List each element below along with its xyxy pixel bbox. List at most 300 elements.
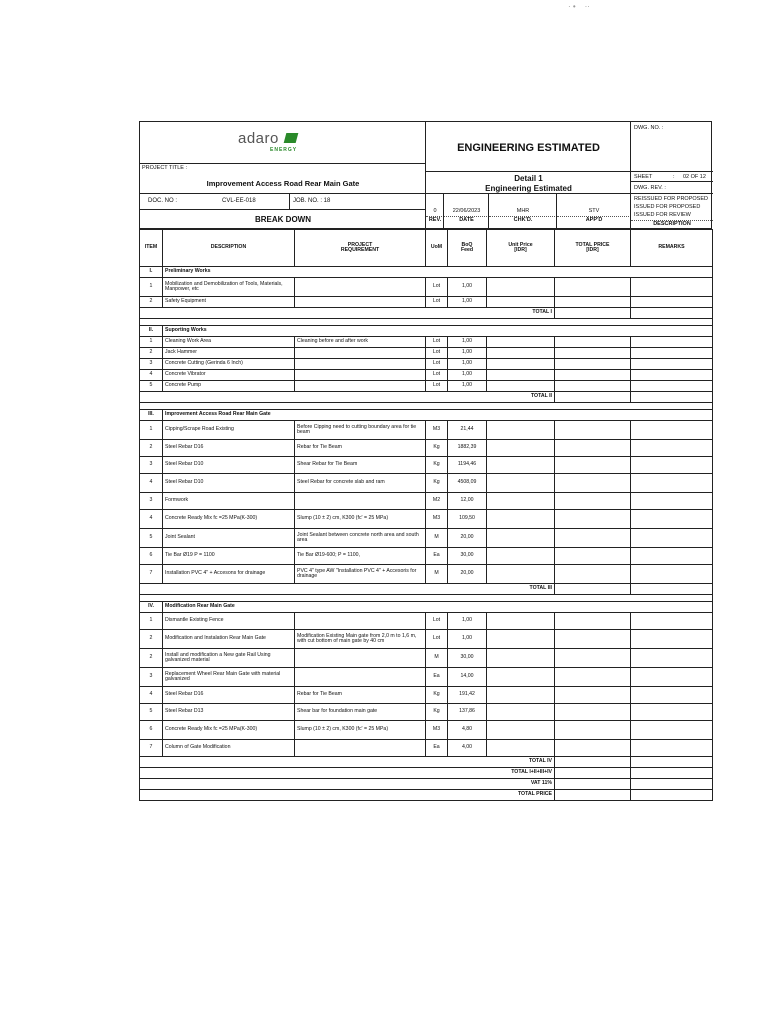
- row-total-price: [555, 381, 631, 392]
- row-total-price: [555, 548, 631, 565]
- row-uom: Lot: [426, 337, 448, 348]
- row-unit-price: [487, 613, 555, 630]
- detail-box: [426, 172, 631, 194]
- col-unit-price: Unit Price [IDR]: [487, 230, 555, 267]
- logo-sub: ENERGY: [270, 147, 298, 153]
- row-requirement: [295, 613, 426, 630]
- row-requirement: Cleaning before and after work: [295, 337, 426, 348]
- document-title: ENGINEERING ESTIMATED: [457, 142, 600, 154]
- row-uom: M3: [426, 510, 448, 529]
- section-header-row: [140, 410, 713, 421]
- table-row: [140, 630, 713, 649]
- date-value: 22/06/2023: [452, 208, 481, 214]
- dwg-no-box: [631, 122, 713, 172]
- row-qty: 30,00: [448, 548, 487, 565]
- row-description: Joint Sealant: [163, 529, 295, 548]
- row-total-price: [555, 529, 631, 548]
- col-remarks: REMARKS: [631, 230, 713, 267]
- row-remarks: [631, 337, 713, 348]
- row-description: Dismantle Existing Fence: [163, 613, 295, 630]
- row-qty: 21,44: [448, 421, 487, 440]
- row-unit-price: [487, 721, 555, 740]
- row-description: Modification and Instalation Rear Main Gate: [163, 630, 295, 649]
- row-total-price: [555, 649, 631, 668]
- section-header-row: [140, 602, 713, 613]
- table-row: [140, 493, 713, 510]
- rev-value: 0: [433, 208, 437, 214]
- section-total-label: TOTAL I: [140, 308, 555, 319]
- appd-label: APP'D: [557, 216, 631, 223]
- summary-row: [140, 790, 713, 801]
- section-total-remarks: [631, 584, 713, 595]
- row-unit-price: [487, 668, 555, 687]
- summary-remarks: [631, 790, 713, 801]
- row-unit-price: [487, 381, 555, 392]
- summary-value: [555, 779, 631, 790]
- row-description: Steel Rebar D16: [163, 687, 295, 704]
- row-qty: 1,00: [448, 278, 487, 297]
- row-item: 2: [140, 348, 163, 359]
- row-description: Tie Bar Ø19 P = 1100: [163, 548, 295, 565]
- row-requirement: [295, 649, 426, 668]
- row-remarks: [631, 493, 713, 510]
- summary-row: [140, 779, 713, 790]
- dwg-rev-box: [631, 182, 713, 194]
- row-unit-price: [487, 348, 555, 359]
- estimate-sheet: [139, 121, 712, 854]
- row-requirement: Slump (10 ± 2) cm, K300 (fc' = 25 MPa): [295, 721, 426, 740]
- col-boq: BoQ Feed: [448, 230, 487, 267]
- row-total-price: [555, 668, 631, 687]
- section-total-value: [555, 757, 631, 768]
- row-requirement: [295, 359, 426, 370]
- row-description: Jack Hammer: [163, 348, 295, 359]
- row-qty: 109,50: [448, 510, 487, 529]
- chkd-cell: [489, 194, 557, 230]
- row-uom: M2: [426, 493, 448, 510]
- row-item: 7: [140, 565, 163, 584]
- rev-note-2: ISSUED FOR PROPOSED: [634, 204, 701, 210]
- row-item: 1: [140, 421, 163, 440]
- row-remarks: [631, 474, 713, 493]
- row-remarks: [631, 613, 713, 630]
- sheet-label: SHEET: [634, 174, 653, 180]
- job-no: JOB. NO. : 18: [293, 198, 331, 204]
- row-uom: M3: [426, 421, 448, 440]
- row-unit-price: [487, 297, 555, 308]
- table-row: [140, 687, 713, 704]
- row-item: 3: [140, 493, 163, 510]
- row-total-price: [555, 278, 631, 297]
- row-remarks: [631, 421, 713, 440]
- chkd-value: MHR: [516, 208, 530, 214]
- row-qty: 191,42: [448, 687, 487, 704]
- row-description: Formwork: [163, 493, 295, 510]
- row-qty: 137,86: [448, 704, 487, 721]
- row-total-price: [555, 457, 631, 474]
- row-qty: 1194,46: [448, 457, 487, 474]
- row-total-price: [555, 493, 631, 510]
- row-remarks: [631, 704, 713, 721]
- row-remarks: [631, 457, 713, 474]
- row-qty: 12,00: [448, 493, 487, 510]
- row-unit-price: [487, 493, 555, 510]
- row-description: Safety Equipment: [163, 297, 295, 308]
- row-requirement: Modification Existing Main gate from 2,0 m to 1,6 m, with cut bottom of main gate by 40 cm: [295, 630, 426, 649]
- row-remarks: [631, 668, 713, 687]
- table-row: [140, 649, 713, 668]
- row-requirement: Before Cipping need to cutting boundary area for tie beam: [295, 421, 426, 440]
- row-item: 4: [140, 474, 163, 493]
- section-total-remarks: [631, 392, 713, 403]
- row-qty: 1,00: [448, 381, 487, 392]
- row-total-price: [555, 565, 631, 584]
- section-number: III.: [140, 410, 163, 421]
- row-total-price: [555, 370, 631, 381]
- table-row: [140, 440, 713, 457]
- row-remarks: [631, 721, 713, 740]
- summary-label: VAT 11%: [140, 779, 555, 790]
- section-total-label: TOTAL IV: [140, 757, 555, 768]
- table-row: [140, 359, 713, 370]
- col-total-price: TOTAL PRICE [IDR]: [555, 230, 631, 267]
- col-uom: UoM: [426, 230, 448, 267]
- row-qty: 4,80: [448, 721, 487, 740]
- summary-label: TOTAL I+II+III+IV: [140, 768, 555, 779]
- row-unit-price: [487, 440, 555, 457]
- sheet-colon: :: [673, 174, 675, 180]
- row-unit-price: [487, 529, 555, 548]
- col-item: ITEM: [140, 230, 163, 267]
- table-row: [140, 548, 713, 565]
- row-total-price: [555, 613, 631, 630]
- row-unit-price: [487, 359, 555, 370]
- row-unit-price: [487, 474, 555, 493]
- row-uom: Lot: [426, 613, 448, 630]
- section-total-remarks: [631, 757, 713, 768]
- row-remarks: [631, 740, 713, 757]
- row-qty: 1,00: [448, 348, 487, 359]
- row-item: 2: [140, 630, 163, 649]
- spacer-row: [140, 403, 713, 410]
- job-no-box: [290, 194, 426, 210]
- row-total-price: [555, 721, 631, 740]
- row-qty: 4508,09: [448, 474, 487, 493]
- row-total-price: [555, 704, 631, 721]
- row-remarks: [631, 687, 713, 704]
- row-qty: 1,00: [448, 359, 487, 370]
- table-row: [140, 510, 713, 529]
- row-requirement: Steel Rebar for concrete slab and ram: [295, 474, 426, 493]
- chkd-label: CHK'D.: [489, 216, 557, 223]
- row-item: 1: [140, 613, 163, 630]
- table-row: [140, 457, 713, 474]
- appd-cell: [557, 194, 631, 230]
- section-total-label: TOTAL III: [140, 584, 555, 595]
- row-unit-price: [487, 565, 555, 584]
- row-description: Cipping/Scrape Road Existing: [163, 421, 295, 440]
- section-title: Preliminary Works: [163, 267, 713, 278]
- section-total-value: [555, 584, 631, 595]
- detail-title: Detail 1: [514, 174, 543, 183]
- row-remarks: [631, 565, 713, 584]
- section-number: II.: [140, 326, 163, 337]
- row-requirement: [295, 493, 426, 510]
- row-requirement: PVC 4" type AW "Installation PVC 4" + Accesoris for drainage: [295, 565, 426, 584]
- row-total-price: [555, 337, 631, 348]
- section-header-row: [140, 326, 713, 337]
- row-description: Mobilization and Demobilization of Tools, Materials, Manpower, etc: [163, 278, 295, 297]
- summary-label: TOTAL PRICE: [140, 790, 555, 801]
- logo-name: adaro: [238, 130, 279, 147]
- table-row: [140, 613, 713, 630]
- row-item: 2: [140, 297, 163, 308]
- section-total-row: [140, 392, 713, 403]
- col-project-requirement: PROJECT REQUIREMENT: [295, 230, 426, 267]
- section-total-value: [555, 308, 631, 319]
- rev-cell: [426, 194, 444, 230]
- row-qty: 1,00: [448, 370, 487, 381]
- row-remarks: [631, 370, 713, 381]
- row-total-price: [555, 421, 631, 440]
- rev-notes-cell: [631, 194, 713, 230]
- project-title-box: [140, 164, 426, 194]
- row-description: Steel Rebar D16: [163, 440, 295, 457]
- row-item: 3: [140, 359, 163, 370]
- description-label: DESCRIPTION: [631, 220, 713, 227]
- doc-no-box: [140, 194, 290, 210]
- row-remarks: [631, 359, 713, 370]
- table-row: [140, 381, 713, 392]
- row-description: Column of Gate Modification: [163, 740, 295, 757]
- row-qty: 4,00: [448, 740, 487, 757]
- row-description: Concrete Ready Mix fc =25 MPa(K-300): [163, 510, 295, 529]
- dwg-no-label: DWG. NO. :: [634, 125, 664, 131]
- row-unit-price: [487, 630, 555, 649]
- section-header-row: [140, 267, 713, 278]
- table-row: [140, 474, 713, 493]
- table-row: [140, 529, 713, 548]
- summary-value: [555, 768, 631, 779]
- row-item: 5: [140, 529, 163, 548]
- row-item: 6: [140, 721, 163, 740]
- summary-row: [140, 768, 713, 779]
- section-number: IV.: [140, 602, 163, 613]
- row-requirement: [295, 370, 426, 381]
- doc-no-label: DOC. NO :: [148, 198, 178, 204]
- row-remarks: [631, 548, 713, 565]
- row-uom: M: [426, 649, 448, 668]
- row-uom: M: [426, 565, 448, 584]
- row-unit-price: [487, 421, 555, 440]
- rev-note-3: ISSUED FOR REVIEW: [634, 212, 691, 218]
- row-remarks: [631, 297, 713, 308]
- row-description: Steel Rebar D10: [163, 474, 295, 493]
- row-qty: 1,00: [448, 613, 487, 630]
- section-total-row: [140, 308, 713, 319]
- row-qty: 1,00: [448, 297, 487, 308]
- row-qty: 30,00: [448, 649, 487, 668]
- row-unit-price: [487, 649, 555, 668]
- row-uom: Ea: [426, 740, 448, 757]
- table-row: [140, 297, 713, 308]
- row-uom: Kg: [426, 687, 448, 704]
- section-title: Modification Rear Main Gate: [163, 602, 713, 613]
- row-requirement: [295, 381, 426, 392]
- logo-mark-icon: [284, 133, 299, 143]
- row-unit-price: [487, 337, 555, 348]
- table-row: [140, 337, 713, 348]
- row-item: 3: [140, 457, 163, 474]
- row-description: Concrete Ready Mix fc =25 MPa(K-300): [163, 721, 295, 740]
- company-logo: [238, 130, 298, 153]
- project-title: Improvement Access Road Rear Main Gate: [206, 179, 360, 188]
- row-remarks: [631, 348, 713, 359]
- rev-label: REV.: [426, 216, 444, 223]
- row-uom: Lot: [426, 297, 448, 308]
- breakdown-title: BREAK DOWN: [255, 215, 311, 224]
- row-uom: Lot: [426, 630, 448, 649]
- row-item: 4: [140, 370, 163, 381]
- row-uom: Ea: [426, 548, 448, 565]
- title-box: [426, 122, 631, 172]
- row-item: 7: [140, 740, 163, 757]
- summary-value: [555, 790, 631, 801]
- row-item: 1: [140, 278, 163, 297]
- row-qty: 20,00: [448, 529, 487, 548]
- row-requirement: Rebar for Tie Beam: [295, 440, 426, 457]
- section-total-row: [140, 584, 713, 595]
- row-description: Steel Rebar D10: [163, 457, 295, 474]
- row-description: Steel Rebar D13: [163, 704, 295, 721]
- row-description: Install and modification a New gate Rail Using galvanized material: [163, 649, 295, 668]
- row-unit-price: [487, 370, 555, 381]
- row-qty: 14,00: [448, 668, 487, 687]
- row-item: 4: [140, 687, 163, 704]
- spacer-row: [140, 595, 713, 602]
- row-total-price: [555, 474, 631, 493]
- date-label: DATE: [444, 216, 489, 223]
- row-uom: M3: [426, 721, 448, 740]
- row-uom: Lot: [426, 359, 448, 370]
- row-requirement: Shear bar for foundation main gate: [295, 704, 426, 721]
- row-description: Installation PVC 4" + Accesons for drainage: [163, 565, 295, 584]
- column-header-row: [140, 230, 713, 267]
- row-qty: 20,00: [448, 565, 487, 584]
- appd-value: STV: [588, 208, 600, 214]
- boq-table: [139, 229, 713, 801]
- table-row: [140, 421, 713, 440]
- row-uom: Kg: [426, 440, 448, 457]
- row-uom: Kg: [426, 474, 448, 493]
- row-uom: Lot: [426, 348, 448, 359]
- row-total-price: [555, 348, 631, 359]
- table-row: [140, 668, 713, 687]
- table-row: [140, 704, 713, 721]
- row-total-price: [555, 687, 631, 704]
- row-remarks: [631, 529, 713, 548]
- row-description: Concrete Vibrator: [163, 370, 295, 381]
- row-uom: Kg: [426, 457, 448, 474]
- section-title: Suporting Works: [163, 326, 713, 337]
- row-total-price: [555, 630, 631, 649]
- row-uom: Lot: [426, 381, 448, 392]
- row-qty: 1882,39: [448, 440, 487, 457]
- spacer-row: [140, 319, 713, 326]
- breakdown-box: [140, 210, 426, 230]
- document-header: [139, 121, 712, 229]
- row-description: Cleaning Work Area: [163, 337, 295, 348]
- sheet-value: 02 OF 12: [683, 174, 706, 180]
- row-requirement: [295, 297, 426, 308]
- row-item: 2: [140, 649, 163, 668]
- rev-note-1: REISSUED FOR PROPOSED: [634, 196, 708, 202]
- row-item: 6: [140, 548, 163, 565]
- summary-remarks: [631, 779, 713, 790]
- table-row: [140, 278, 713, 297]
- row-description: Concrete Pump: [163, 381, 295, 392]
- row-uom: Kg: [426, 704, 448, 721]
- row-remarks: [631, 510, 713, 529]
- row-qty: 1,00: [448, 337, 487, 348]
- row-remarks: [631, 278, 713, 297]
- table-row: [140, 565, 713, 584]
- row-uom: Lot: [426, 278, 448, 297]
- row-remarks: [631, 381, 713, 392]
- table-row: [140, 348, 713, 359]
- row-remarks: [631, 440, 713, 457]
- sheet-box: [631, 172, 713, 182]
- row-total-price: [555, 359, 631, 370]
- row-unit-price: [487, 687, 555, 704]
- row-remarks: [631, 630, 713, 649]
- row-unit-price: [487, 740, 555, 757]
- row-unit-price: [487, 457, 555, 474]
- scan-speck: · • ··: [568, 2, 590, 11]
- section-number: I.: [140, 267, 163, 278]
- section-total-remarks: [631, 308, 713, 319]
- dwg-rev-label: DWG. REV. :: [634, 185, 666, 191]
- row-total-price: [555, 510, 631, 529]
- row-requirement: Slump (10 ± 2) cm, K300 (fc' = 25 MPa): [295, 510, 426, 529]
- row-total-price: [555, 740, 631, 757]
- row-item: 3: [140, 668, 163, 687]
- section-title: Improvement Access Road Rear Main Gate: [163, 410, 713, 421]
- section-total-label: TOTAL II: [140, 392, 555, 403]
- row-unit-price: [487, 704, 555, 721]
- row-item: 4: [140, 510, 163, 529]
- boq-body: [140, 267, 713, 801]
- summary-remarks: [631, 768, 713, 779]
- row-unit-price: [487, 548, 555, 565]
- row-description: Concrete Cutting (Gerinda 6 Inch): [163, 359, 295, 370]
- table-row: [140, 740, 713, 757]
- row-unit-price: [487, 510, 555, 529]
- row-requirement: [295, 348, 426, 359]
- row-requirement: Joint Sealant between concrete north area and south area: [295, 529, 426, 548]
- row-total-price: [555, 297, 631, 308]
- row-item: 5: [140, 381, 163, 392]
- date-cell: [444, 194, 489, 230]
- row-requirement: Tie Bar Ø19-600; P = 1100,: [295, 548, 426, 565]
- detail-subtitle: Engineering Estimated: [485, 184, 572, 193]
- doc-no-value: CVL-EE-018: [222, 198, 256, 204]
- row-uom: Lot: [426, 370, 448, 381]
- row-remarks: [631, 649, 713, 668]
- row-requirement: [295, 740, 426, 757]
- row-uom: Ea: [426, 668, 448, 687]
- row-item: 2: [140, 440, 163, 457]
